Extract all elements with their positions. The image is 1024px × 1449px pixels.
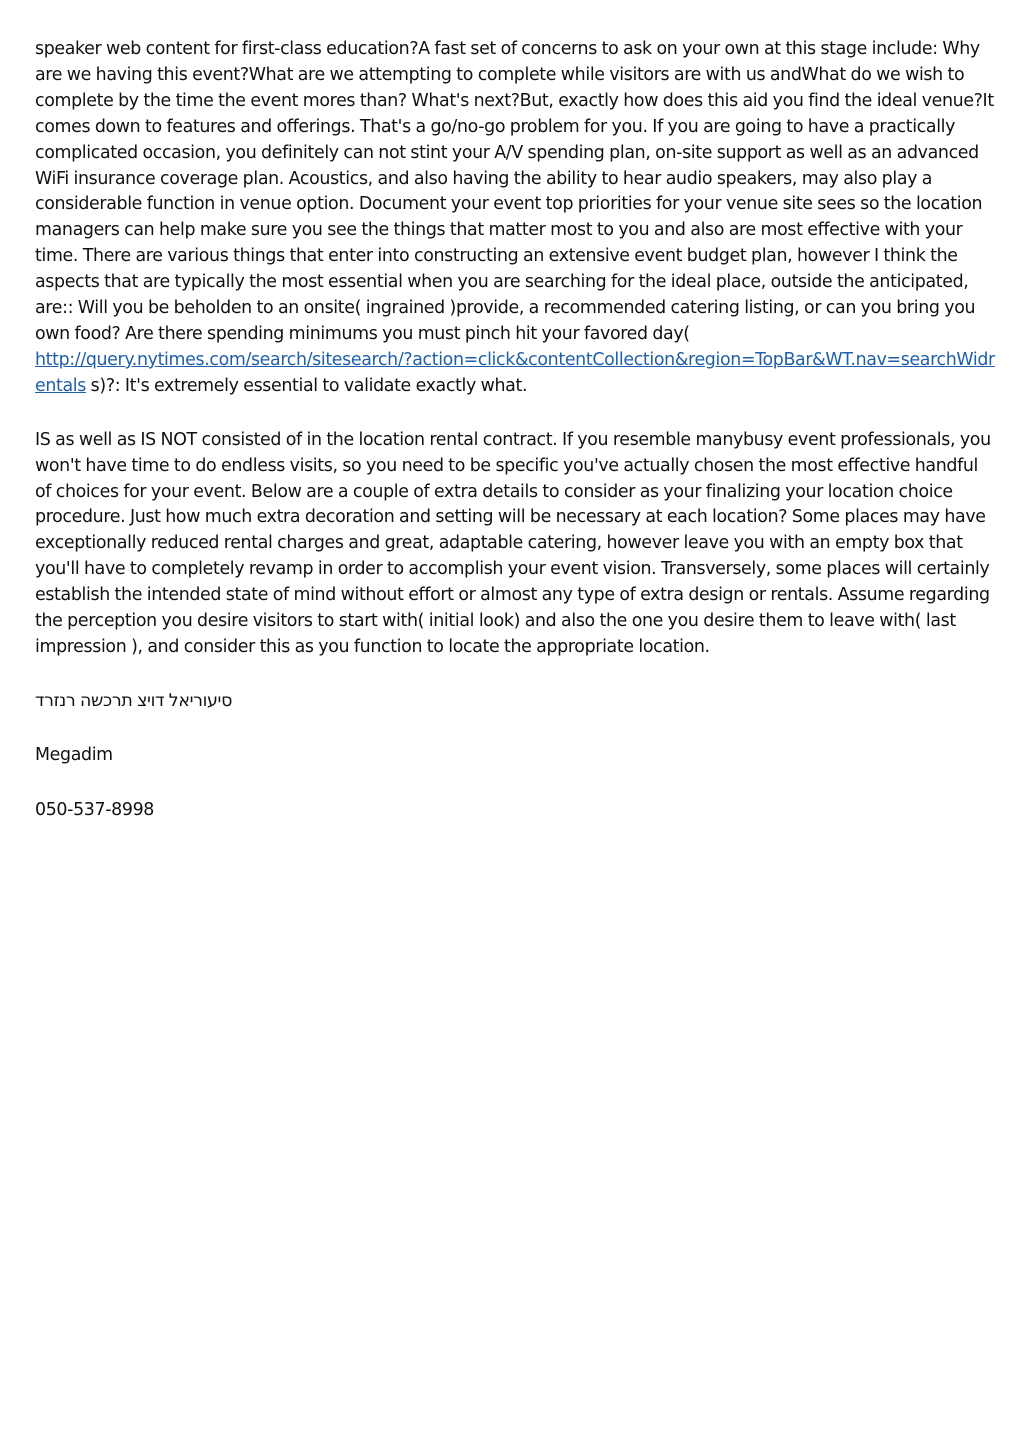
body-paragraph-1 — [35, 37, 995, 400]
nytimes-search-link[interactable]: http://query.nytimes.com/search/sitesearch/?action=click&contentCollection&region=TopBar&WT.nav=searchWidrentals — [35, 349, 995, 396]
document-body — [35, 37, 995, 824]
company-name: Megadim — [35, 744, 113, 765]
phone-number: 050-537-8998 — [35, 799, 154, 820]
paragraph-1-text: speaker web content for first-class education?A fast set of concerns to ask on your own at this stage include: Why are we having this event?What are we attempting to complete while visitors are with us andWhat do we wish to complete by the time the event mores than? What's next?But, exactly how does this aid you find the ideal venue?It comes down to features and offerings. That's a go/no-go problem for you. If you are going to have a practically complicated occasion, you definitely can not stint your A/V spending plan, on-site support as well as an advanced WiFi insurance coverage plan. Acoustics, and also having the ability to hear audio speakers, may also play a considerable function in venue option. Document your event top priorities for your venue site sees so the location managers can help make sure you see the things that matter most to you and also are most effective with your time. There are various things that enter into constructing an extensive event budget plan, however I think the aspects that are typically the most essential when you are searching for the ideal place, outside the anticipated, are:: Will you be beholden to an onsite( ingrained )provide, a recommended catering listing, or can you bring you own food? Are there spending minimums you must pinch hit your favored day( — [35, 39, 994, 344]
body-paragraph-2: IS as well as IS NOT consisted of in the location rental contract. If you resemble manybusy event professionals, you won't have time to do endless visits, so you need to be specific you've actually chosen the most effective handful of choices for your event. Below are a couple of extra details to consider as your finalizing your location choice procedure. Just how much extra decoration and setting will be necessary at each location? Some places may have exceptionally reduced rental charges and great, adaptable catering, however leave you with an empty box that you'll have to completely revamp in order to accomplish your event vision. Transversely, some places will certainly establish the intended state of mind without effort or almost any type of extra design or rentals. Assume regarding the perception you desire visitors to start with( initial look) and also the one you desire them to leave with( last impression ), and consider this as you function to locate the appropriate location. — [35, 429, 991, 657]
paragraph-1-tail: s)?: It's extremely essential to validate exactly what. — [86, 375, 528, 396]
hebrew-heading-line: סיעוריאל דויצ תרכשה רנזרד — [35, 690, 233, 711]
